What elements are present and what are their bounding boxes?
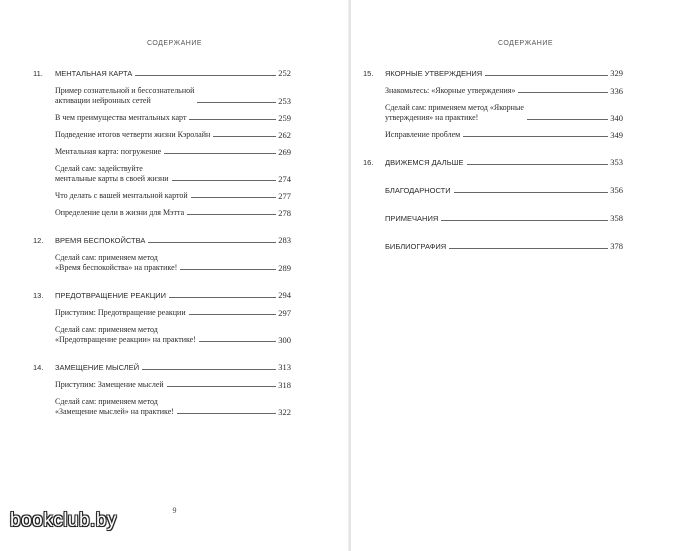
section-page-number: 259 — [278, 113, 291, 123]
section-title: Пример сознательной и бессознательной активации нейронных сетей — [55, 86, 195, 105]
section-row[interactable] — [55, 325, 291, 345]
chapter-title: БИБЛИОГРАФИЯ — [385, 242, 447, 251]
section-page-number: 349 — [610, 130, 623, 140]
dot-leader — [172, 180, 277, 181]
chapter-title: ЯКОРНЫЕ УТВЕРЖДЕНИЯ — [385, 69, 483, 78]
toc-chapter — [363, 183, 623, 196]
section-row[interactable] — [55, 308, 291, 318]
section-row[interactable] — [385, 103, 623, 123]
toc-chapter — [33, 288, 291, 345]
section-page-number: 253 — [278, 96, 291, 106]
dot-leader — [177, 413, 276, 414]
section-row[interactable] — [55, 397, 291, 417]
dot-leader — [189, 314, 277, 315]
chapter-page-number: 283 — [278, 235, 291, 245]
toc-list — [363, 66, 623, 267]
section-list — [55, 308, 291, 345]
section-page-number: 318 — [278, 380, 291, 390]
chapter-row[interactable] — [363, 211, 623, 224]
section-row[interactable] — [55, 130, 291, 140]
dot-leader — [467, 164, 609, 165]
section-title: Сделай сам: применяем метод «Якорные утверждения» на практике! — [385, 103, 524, 122]
chapter-page-number: 252 — [278, 68, 291, 78]
section-row[interactable] — [385, 86, 623, 96]
chapter-number: 16. — [363, 158, 374, 167]
chapter-title: БЛАГОДАРНОСТИ — [385, 186, 451, 195]
section-list — [385, 86, 623, 140]
dot-leader — [180, 269, 276, 270]
dot-leader — [527, 119, 608, 120]
dot-leader — [187, 214, 276, 215]
toc-chapter — [363, 239, 623, 252]
chapter-page-number: 313 — [278, 362, 291, 372]
chapter-number: 15. — [363, 69, 374, 78]
section-list — [55, 253, 291, 273]
toc-chapter — [363, 211, 623, 224]
chapter-title: ДВИЖЕМСЯ ДАЛЬШЕ — [385, 158, 464, 167]
dot-leader — [189, 119, 276, 120]
dot-leader — [213, 136, 276, 137]
section-page-number: 297 — [278, 308, 291, 318]
page-number: 9 — [172, 506, 177, 515]
section-page-number: 278 — [278, 208, 291, 218]
dot-leader — [463, 136, 608, 137]
chapter-number: 12. — [33, 236, 44, 245]
chapter-title: МЕНТАЛЬНАЯ КАРТА — [55, 69, 133, 78]
section-title: Ментальная карта: погружение — [55, 147, 162, 156]
dot-leader — [485, 75, 608, 76]
section-title: Определение цели в жизни для Мэтта — [55, 208, 185, 217]
section-title: Что делать с вашей ментальной картой — [55, 191, 188, 200]
toc-chapter — [33, 66, 291, 218]
chapter-page-number: 378 — [610, 241, 623, 251]
right-page — [351, 0, 700, 551]
chapter-row[interactable] — [363, 183, 623, 196]
section-title: Сделай сам: применяем метод «Предотвращение реакции» на практике! — [55, 325, 196, 344]
dot-leader — [142, 369, 276, 370]
section-row[interactable] — [55, 253, 291, 273]
toc-chapter — [363, 66, 623, 140]
chapter-page-number: 358 — [610, 213, 623, 223]
toc-chapter — [363, 155, 623, 168]
section-page-number: 269 — [278, 147, 291, 157]
chapter-row[interactable] — [33, 233, 291, 246]
section-page-number: 300 — [278, 335, 291, 345]
section-page-number: 274 — [278, 174, 291, 184]
section-page-number: 322 — [278, 407, 291, 417]
toc-chapter — [33, 360, 291, 417]
chapter-page-number: 356 — [610, 185, 623, 195]
dot-leader — [191, 197, 277, 198]
section-list — [55, 380, 291, 417]
chapter-title: ПРЕДОТВРАЩЕНИЕ РЕАКЦИИ — [55, 291, 167, 300]
chapter-page-number: 294 — [278, 290, 291, 300]
toc-chapter — [33, 233, 291, 273]
section-title: В чем преимущества ментальных карт — [55, 113, 187, 122]
section-title: Подведение итогов четверти жизни Кэролайн — [55, 130, 211, 139]
section-row[interactable] — [385, 130, 623, 140]
left-page — [0, 0, 349, 551]
section-page-number: 262 — [278, 130, 291, 140]
running-head: СОДЕРЖАНИЕ — [146, 40, 203, 47]
chapter-row[interactable] — [363, 155, 623, 168]
section-page-number: 277 — [278, 191, 291, 201]
dot-leader — [135, 75, 276, 76]
section-title: Приступим: Замещение мыслей — [55, 380, 164, 389]
section-title: Знакомьтесь: «Якорные утверждения» — [385, 86, 516, 95]
section-row[interactable] — [55, 86, 291, 106]
running-head: СОДЕРЖАНИЕ — [497, 40, 554, 47]
dot-leader — [148, 242, 276, 243]
toc-list — [33, 66, 291, 432]
watermark-logo: bookclub.by — [10, 510, 117, 531]
dot-leader — [164, 153, 276, 154]
chapter-page-number: 329 — [610, 68, 623, 78]
dot-leader — [454, 192, 609, 193]
chapter-row[interactable] — [33, 66, 291, 79]
dot-leader — [199, 341, 276, 342]
dot-leader — [169, 297, 276, 298]
section-row[interactable] — [55, 113, 291, 123]
chapter-row[interactable] — [33, 360, 291, 373]
section-row[interactable] — [55, 191, 291, 201]
section-title: Исправление проблем — [385, 130, 461, 139]
chapter-number: 11. — [33, 69, 43, 78]
chapter-row[interactable] — [363, 239, 623, 252]
section-title: Приступим: Предотвращение реакции — [55, 308, 186, 317]
chapter-number: 13. — [33, 291, 44, 300]
section-page-number: 289 — [278, 263, 291, 273]
chapter-title: ВРЕМЯ БЕСПОКОЙСТВА — [55, 236, 146, 245]
dot-leader — [167, 386, 277, 387]
chapter-title: ПРИМЕЧАНИЯ — [385, 214, 439, 223]
dot-leader — [197, 102, 276, 103]
section-row[interactable] — [55, 380, 291, 390]
dot-leader — [449, 248, 608, 249]
section-title: Сделай сам: задействуйте ментальные карты в своей жизни — [55, 164, 169, 183]
section-row[interactable] — [55, 164, 291, 184]
chapter-number: 14. — [33, 363, 44, 372]
section-row[interactable] — [55, 208, 291, 218]
dot-leader — [441, 220, 608, 221]
section-page-number: 340 — [610, 113, 623, 123]
section-page-number: 336 — [610, 86, 623, 96]
section-list — [55, 86, 291, 218]
chapter-title: ЗАМЕЩЕНИЕ МЫСЛЕЙ — [55, 363, 140, 372]
section-title: Сделай сам: применяем метод «Замещение мыслей» на практике! — [55, 397, 174, 416]
chapter-row[interactable] — [33, 288, 291, 301]
dot-leader — [518, 92, 608, 93]
section-row[interactable] — [55, 147, 291, 157]
chapter-page-number: 353 — [610, 157, 623, 167]
chapter-row[interactable] — [363, 66, 623, 79]
section-title: Сделай сам: применяем метод «Время беспокойства» на практике! — [55, 253, 178, 272]
